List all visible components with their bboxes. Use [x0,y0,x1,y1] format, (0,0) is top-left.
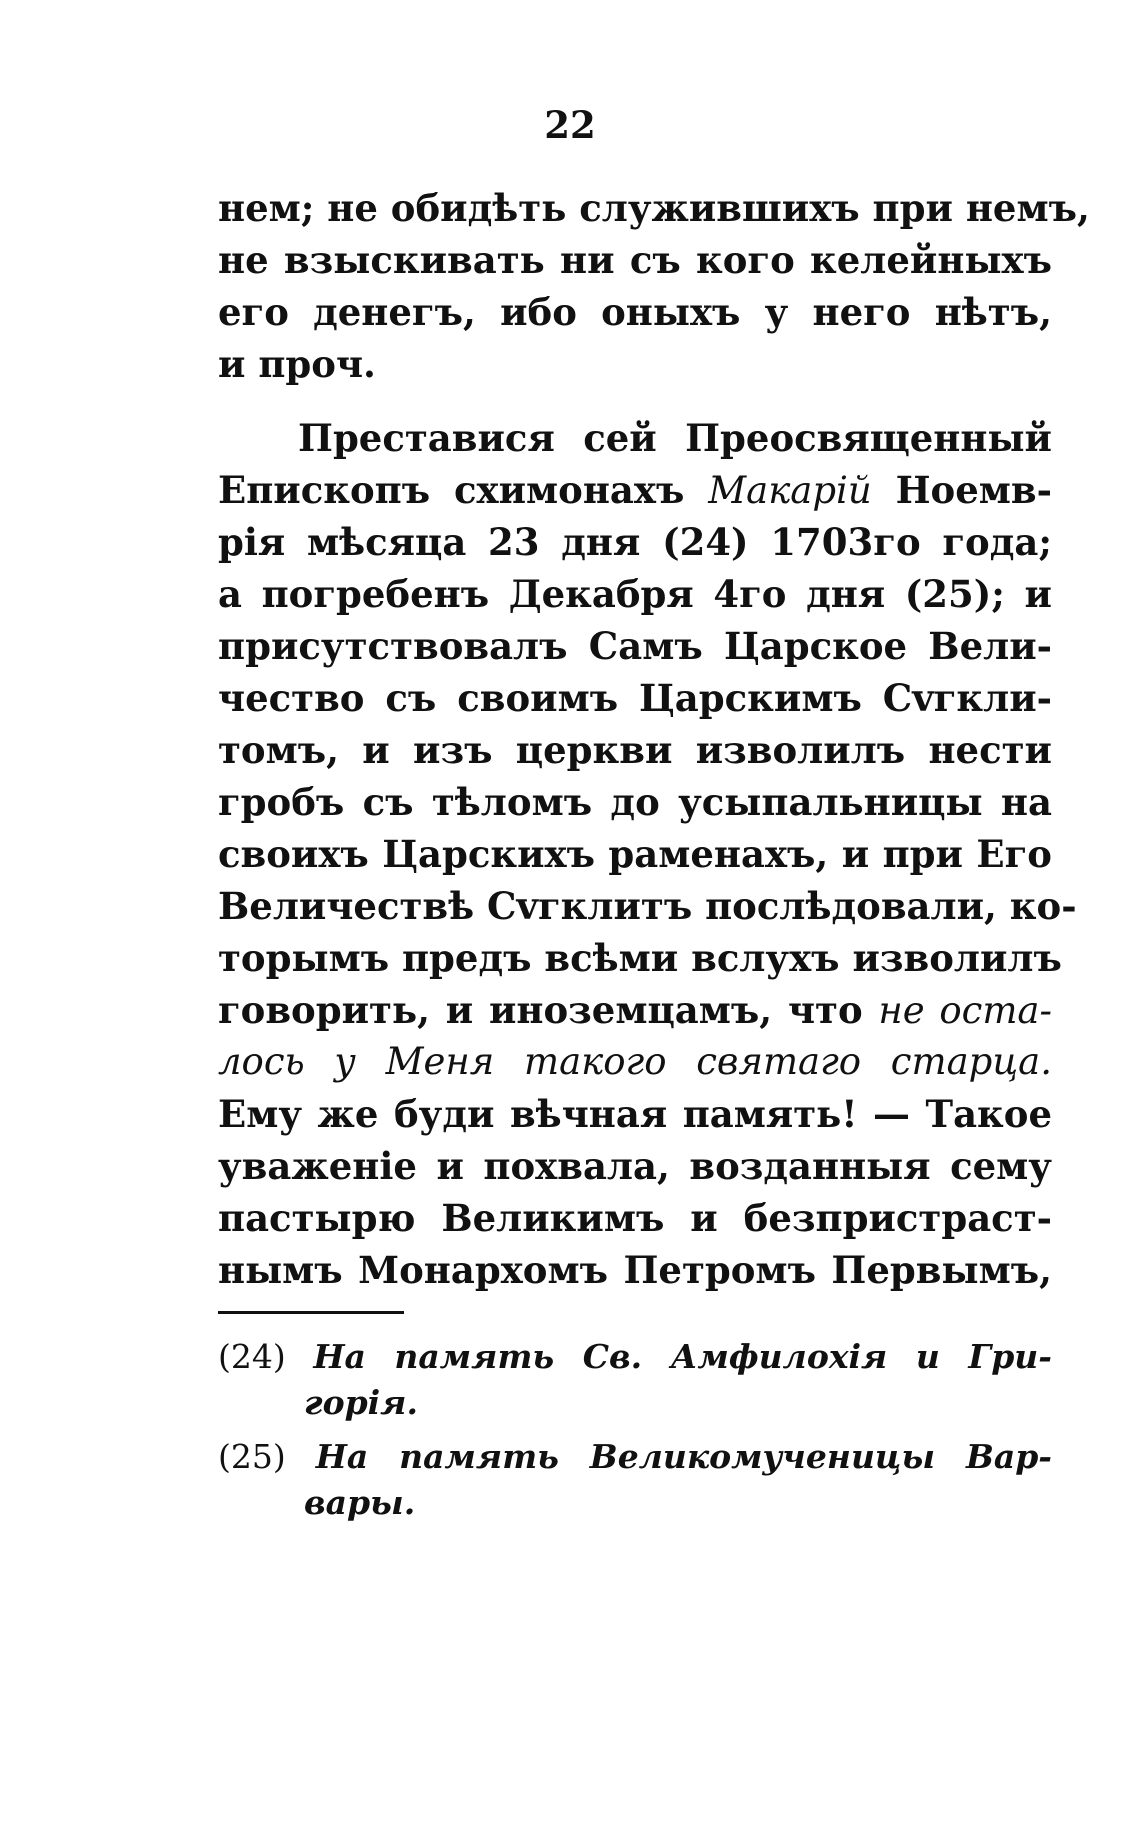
text-line: уваженіе и похвала, возданныя сему [218,1144,1052,1188]
italic-name: Макарій [708,469,872,512]
text-line: а погребенъ Декабря 4го дня (25); и [218,572,1052,616]
page-number: 22 [544,103,596,147]
footnote-text: На память Великомученицы Вар- [315,1437,1052,1476]
text-segment: Ноемв- [895,468,1052,512]
footnote-25 [218,1434,1052,1526]
text-line: присутствовалъ Самъ Царское Вели- [218,624,1052,668]
text-line: Преставися сей Преосвященный [298,416,1052,460]
text-line: чество съ своимъ Царскимъ Сvгкли- [218,676,1052,720]
footnote-24 [218,1334,1052,1426]
footnote-line: вары. [304,1483,416,1522]
text-line: его денегъ, ибо оныхъ у него нѣтъ, [218,290,1052,334]
footnote-divider [218,1311,404,1314]
text-line: нымъ Монархомъ Петромъ Первымъ, [218,1248,1052,1292]
footnote-line [218,1334,1052,1380]
paragraph-continuation [218,182,1090,390]
text-line [218,464,1052,516]
text-line: Величествѣ Сvгклитъ послѣдовали, ко- [218,884,1077,928]
italic-quote: не оста- [878,989,1052,1032]
text-segment: говорить, и иноземцамъ, что [218,988,863,1032]
footnote-line: горія. [304,1383,418,1422]
text-line: гробъ съ тѣломъ до усыпальницы на [218,780,1052,824]
footnote-number: (24) [218,1337,286,1376]
text-segment: Епископъ схимонахъ [218,468,685,512]
text-line: своихъ Царскихъ раменахъ, и при Его [218,832,1052,876]
footnotes [218,1334,1052,1534]
paragraph-main [218,412,1077,1296]
footnote-number: (25) [218,1437,286,1476]
text-line: торымъ предъ всѣми вслухъ изволилъ [218,936,1062,980]
text-line: рія мѣсяца 23 дня (24) 1703го года; [218,520,1052,564]
text-line: нем; не обидѣть служившихъ при немъ, [218,186,1090,230]
text-line: томъ, и изъ церкви изволилъ нести [218,728,1052,772]
text-line: и проч. [218,342,376,386]
footnote-line [218,1434,1052,1480]
text-line: Ему же буди вѣчная память! — Такое [218,1092,1052,1136]
text-line [218,984,1052,1036]
italic-quote-line: лось у Меня такого святаго старца. [218,1040,1052,1083]
text-line: не взыскивать ни съ кого келейныхъ [218,238,1052,282]
text-line: пастырю Великимъ и безпристраст- [218,1196,1052,1240]
footnote-text: На память Св. Амфилохія и Гри- [313,1337,1052,1376]
